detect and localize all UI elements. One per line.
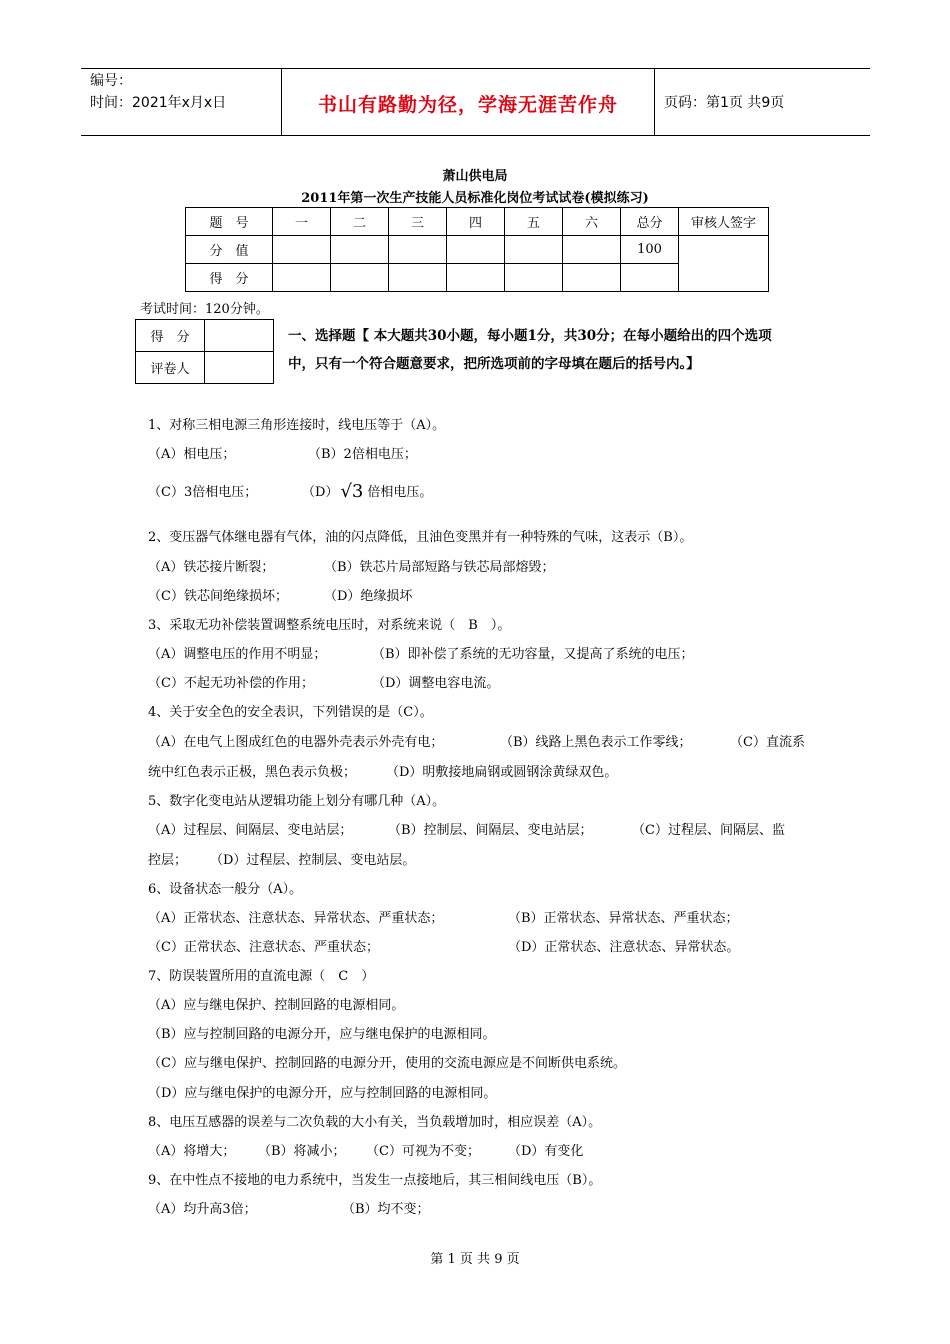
score-header-cell: 二: [331, 208, 389, 236]
q3-option-c: （C）不起无功补偿的作用；: [148, 676, 314, 691]
q1-option-d-prefix: （D）: [302, 485, 339, 500]
instruction-line-1: 一、选择题【 本大题共30小题，每小题1分，共30分；在每小题给出的四个选项: [288, 328, 772, 344]
score-cell[interactable]: [505, 264, 563, 292]
q6-option-c: （C）正常状态、注意状态、严重状态；: [148, 940, 379, 955]
reviewer-signature-cell[interactable]: [679, 236, 769, 292]
q5-option-c-end: 控层；: [148, 853, 188, 868]
score-header-cell: 五: [505, 208, 563, 236]
score-header-cell: 审核人签字: [679, 208, 769, 236]
q3-option-b: （B）即补偿了系统的无功容量，又提高了系统的电压；: [372, 647, 694, 662]
q4-option-c-start: （C）直流系: [730, 735, 805, 750]
value-cell: [505, 236, 563, 264]
value-cell: [273, 236, 331, 264]
section-instruction: [288, 322, 818, 378]
time-label: 时间：2021年x月x日: [90, 95, 227, 111]
q5-option-d: （D）过程层、控制层、变电站层。: [210, 853, 416, 868]
grader-name-cell[interactable]: [205, 352, 274, 384]
score-table-value-row: [186, 236, 769, 264]
header-bottom-rule: [81, 135, 870, 136]
score-header-cell: 六: [563, 208, 621, 236]
q1-option-d: [302, 481, 432, 500]
grader-score-label: 得 分: [136, 320, 205, 352]
question-1-stem: 1、对称三相电源三角形连接时，线电压等于（A）。: [148, 418, 446, 433]
q4-option-c-end: 统中红色表示正极，黑色表示负极；: [148, 765, 357, 780]
q5-option-c-start: （C）过程层、间隔层、监: [632, 823, 785, 838]
q7-option-b: （B）应与控制回路的电源分开，应与继电保护的电源相同。: [148, 1027, 496, 1042]
score-header-cell: 四: [447, 208, 505, 236]
header-top-rule: [81, 68, 870, 69]
page-footer: 第 1 页 共 9 页: [430, 1252, 520, 1267]
q8-option-c: （C）可视为不变；: [366, 1144, 480, 1159]
score-header-cell: 三: [389, 208, 447, 236]
question-8-stem: 8、电压互感器的误差与二次负载的大小有关，当负载增加时，相应误差（A）。: [148, 1115, 602, 1130]
q7-option-c: （C）应与继电保护、控制回路的电源分开，使用的交流电源应是不间断供电系统。: [148, 1056, 626, 1071]
q1-option-c: （C）3倍相电压；: [148, 485, 258, 500]
grader-score-cell[interactable]: [205, 320, 274, 352]
q6-option-d: （D）正常状态、注意状态、异常状态。: [508, 940, 740, 955]
question-7-stem: 7、防误装置所用的直流电源（ C ）: [148, 969, 375, 984]
serial-label: 编号：: [90, 73, 132, 89]
q8-option-a: （A）将增大；: [148, 1144, 236, 1159]
score-header-cell: 总分: [621, 208, 679, 236]
q6-option-b: （B）正常状态、异常状态、严重状态；: [508, 911, 739, 926]
score-table: [185, 207, 769, 292]
q1-option-a: （A）相电压；: [148, 447, 236, 462]
q5-option-a: （A）过程层、间隔层、变电站层；: [148, 823, 353, 838]
value-cell: [331, 236, 389, 264]
q4-option-b: （B）线路上黑色表示工作零线；: [500, 735, 692, 750]
q9-option-a: （A）均升高3倍；: [148, 1202, 257, 1217]
question-3-stem: 3、采取无功补偿装置调整系统电压时，对系统来说（ B ）。: [148, 618, 511, 633]
total-value-cell: 100: [621, 236, 679, 264]
q6-option-a: （A）正常状态、注意状态、异常状态、严重状态；: [148, 911, 444, 926]
q2-option-d: （D）绝缘损坏: [324, 589, 413, 604]
org-title: 萧山供电局: [442, 169, 508, 184]
score-cell[interactable]: [273, 264, 331, 292]
question-9-stem: 9、在中性点不接地的电力系统中，当发生一点接地后，其三相间线电压（B）。: [148, 1173, 602, 1188]
question-6-stem: 6、设备状态一般分（A）。: [148, 882, 303, 897]
grader-table: [135, 319, 274, 384]
score-row-label: 得 分: [186, 264, 273, 292]
value-cell: [447, 236, 505, 264]
score-header-cell: 题 号: [186, 208, 273, 236]
q9-option-b: （B）均不变；: [342, 1202, 430, 1217]
question-2-stem: 2、变压器气体继电器有气体，油的闪点降低，且油色变黑并有一种特殊的气味，这表示（B）。: [148, 530, 693, 545]
header-motto: 书山有路勤为径，学海无涯苦作舟: [317, 94, 618, 116]
grader-name-label: 评卷人: [136, 352, 205, 384]
q2-option-c: （C）铁芯间绝缘损坏；: [148, 589, 288, 604]
q5-option-b: （B）控制层、间隔层、变电站层；: [388, 823, 593, 838]
score-cell[interactable]: [563, 264, 621, 292]
score-cell[interactable]: [621, 264, 679, 292]
q1-option-d-suffix: 倍相电压。: [367, 485, 433, 500]
score-cell[interactable]: [447, 264, 505, 292]
question-4-stem: 4、关于安全色的安全表识，下列错误的是（C）。: [148, 705, 433, 720]
q1-option-b: （B）2倍相电压；: [308, 447, 417, 462]
score-table-header-row: [186, 208, 769, 236]
q3-option-a: （A）调整电压的作用不明显；: [148, 647, 327, 662]
value-cell: [563, 236, 621, 264]
q4-option-a: （A）在电气上图成红色的电器外壳表示外壳有电；: [148, 735, 444, 750]
q8-option-b: （B）将减小；: [258, 1144, 346, 1159]
question-5-stem: 5、数字化变电站从逻辑功能上划分有哪几种（A）。: [148, 794, 446, 809]
header-page-info: 页码：第1页 共9页: [664, 95, 785, 111]
score-cell[interactable]: [331, 264, 389, 292]
q3-option-d: （D）调整电容电流。: [372, 676, 500, 691]
q8-option-d: （D）有变化: [508, 1144, 584, 1159]
q2-option-b: （B）铁芯片局部短路与铁芯局部熔毁；: [324, 560, 555, 575]
q7-option-d: （D）应与继电保护的电源分开，应与控制回路的电源相同。: [148, 1086, 497, 1101]
header-divider-right: [654, 68, 655, 135]
q4-option-d: （D）明敷接地扁钢或圆钢涂黄绿双色。: [386, 765, 618, 780]
value-row-label: 分 值: [186, 236, 273, 264]
score-header-cell: 一: [273, 208, 331, 236]
q7-option-a: （A）应与继电保护、控制回路的电源相同。: [148, 998, 405, 1013]
exam-title: 2011年第一次生产技能人员标准化岗位考试试卷(模拟练习): [301, 191, 649, 206]
score-cell[interactable]: [389, 264, 447, 292]
header-left: [90, 70, 226, 114]
value-cell: [389, 236, 447, 264]
sqrt-symbol: √3: [340, 481, 364, 502]
exam-time: 考试时间：120分钟。: [140, 302, 269, 317]
q2-option-a: （A）铁芯接片断裂；: [148, 560, 275, 575]
instruction-line-2: 中，只有一个符合题意要求，把所选项前的字母填在题后的括号内。】: [288, 356, 700, 372]
